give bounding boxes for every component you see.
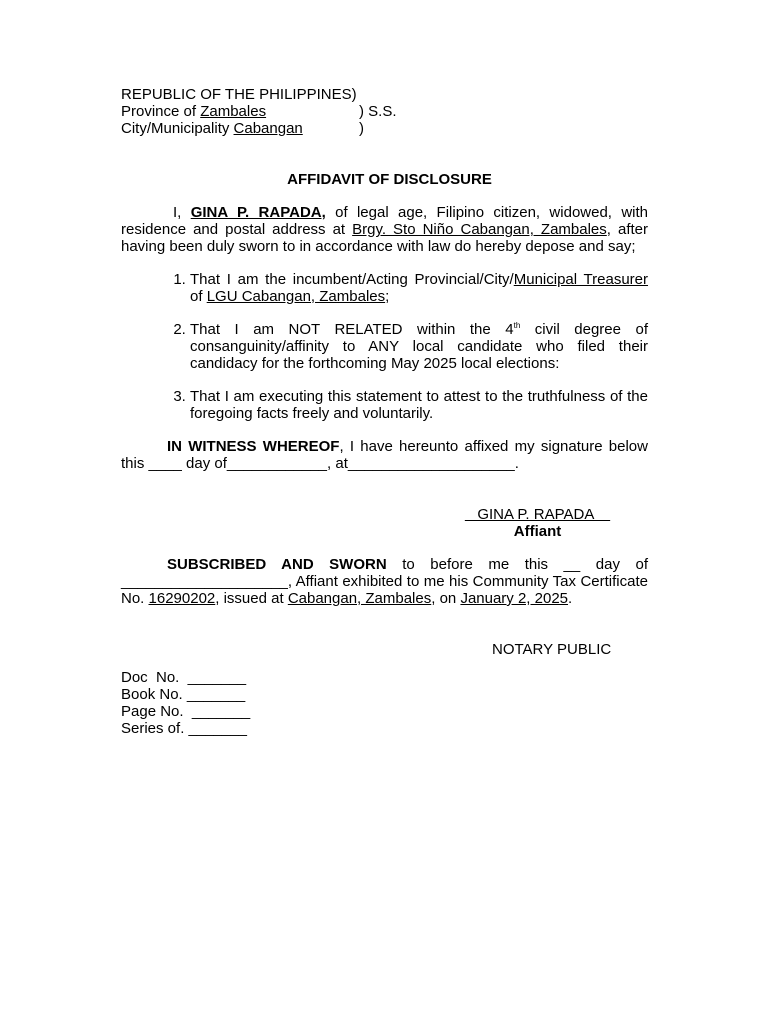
- subscribed-bold: SUBSCRIBED AND SWORN: [167, 556, 387, 573]
- subscribed-paragraph: [121, 556, 648, 607]
- statement-item: [190, 321, 648, 372]
- venue-city: [121, 120, 648, 137]
- book-no-line: Book No. _______: [121, 686, 246, 703]
- subscribed-pre: to before me this __ day of ____________________, Affiant exhibited to me his Community Tax Certificate No.: [121, 556, 648, 607]
- signature-name: GINA P. RAPADA: [464, 506, 611, 523]
- venue-block: [121, 86, 648, 137]
- witness-bold: IN WITNESS WHEREOF: [167, 438, 340, 455]
- subscribed-post: .: [568, 590, 573, 607]
- item1-mid: of: [190, 288, 207, 305]
- item1-pre: That I am the incumbent/Acting Provincial/City/: [190, 271, 514, 288]
- doc-no-line: Doc No. _______: [121, 669, 247, 686]
- document-title: AFFIDAVIT OF DISCLOSURE: [287, 171, 492, 188]
- subscribed-mid: , issued at: [215, 590, 288, 607]
- signature-block: [445, 506, 630, 540]
- notarial-register: [121, 669, 648, 737]
- intro-paragraph: [121, 204, 648, 255]
- intro-mid: of legal age, Filipino citizen, widowed, with residence and postal address at: [121, 204, 648, 238]
- affiant-name: GINA P. RAPADA,: [190, 204, 326, 221]
- ctc-number: 16290202: [148, 590, 216, 607]
- affidavit-page: [121, 86, 648, 737]
- venue-province-name: Zambales: [200, 103, 267, 120]
- witness-paragraph: [121, 438, 648, 472]
- affiant-address: Brgy. Sto Niño Cabangan, Zambales: [352, 221, 607, 238]
- venue-ss: ) S.S.: [359, 103, 397, 120]
- venue-province: [121, 103, 648, 120]
- venue-city-prefix: City/Municipality: [121, 120, 234, 137]
- item2-post: civil degree of consanguinity/affinity to ANY local candidate who filed their candidacy for the forthcoming May 2025 local elections:: [190, 321, 649, 372]
- item1-office: Municipal Treasurer: [513, 271, 649, 288]
- intro-pre: I,: [173, 204, 191, 221]
- intro-post: , after having been duly sworn to in accordance with law do hereby depose and say;: [121, 221, 648, 255]
- venue-city-paren: ): [359, 120, 364, 137]
- item2-pre: That I am NOT RELATED within the 4: [190, 321, 514, 338]
- signature-role: Affiant: [513, 523, 562, 540]
- series-line: Series of. _______: [121, 720, 247, 737]
- subscribed-mid2: , on: [431, 590, 461, 607]
- item1-post: ;: [385, 288, 390, 305]
- ctc-place: Cabangan, Zambales: [287, 590, 432, 607]
- item1-lgu: LGU Cabangan, Zambales: [206, 288, 386, 305]
- statement-item: [190, 271, 648, 305]
- item2-sup: th: [513, 321, 521, 330]
- statement-item: [190, 388, 648, 422]
- page-no-line: Page No. _______: [121, 703, 251, 720]
- statement-list: [121, 271, 648, 422]
- venue-province-prefix: Province of: [121, 103, 201, 120]
- item3-text: That I am executing this statement to attest to the truthfulness of the foregoing facts freely and voluntarily.: [190, 388, 648, 422]
- notary-public-label: NOTARY PUBLIC: [492, 641, 612, 658]
- venue-city-name: Cabangan: [233, 120, 303, 137]
- witness-text: , I have hereunto affixed my signature below this ____ day of____________, at____________________.: [121, 438, 648, 472]
- ctc-date: January 2, 2025: [460, 590, 569, 607]
- venue-republic: REPUBLIC OF THE PHILIPPINES): [121, 86, 357, 103]
